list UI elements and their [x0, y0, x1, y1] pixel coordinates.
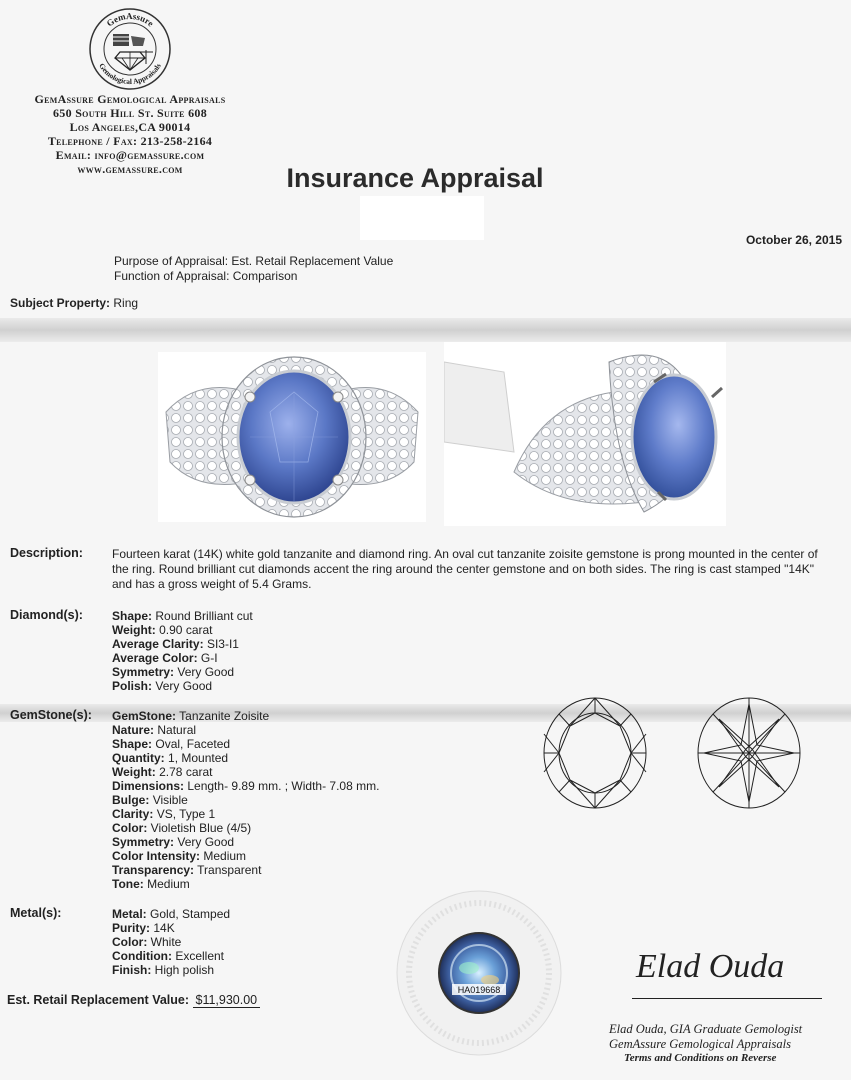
diamond-weight-value: 0.90 carat [159, 623, 213, 637]
gem-weight-key: Weight: [112, 765, 156, 779]
gem-clarity [112, 807, 215, 821]
metals-label: Metal(s): [10, 906, 62, 920]
diamond-weight [112, 623, 213, 637]
metal-color-key: Color: [112, 935, 148, 949]
company-website: www.gemassure.com [77, 162, 183, 176]
gem-shape-key: Shape: [112, 737, 153, 751]
metal-condition-value: Excellent [175, 949, 225, 963]
diamond-shape [112, 609, 253, 623]
metal-finish [112, 963, 214, 977]
purpose-of-appraisal: Purpose of Appraisal: Est. Retail Replacement Value [114, 254, 394, 268]
estimated-value-label: Est. Retail Replacement Value: [7, 993, 190, 1007]
diamond-color-key: Average Color: [112, 651, 198, 665]
ring-photo-front [158, 352, 426, 522]
gem-nature [112, 723, 196, 737]
gem-tone-value: Medium [147, 877, 190, 891]
metal-finish-value: High polish [154, 963, 215, 977]
diamond-clarity-key: Average Clarity: [112, 637, 204, 651]
function-of-appraisal: Function of Appraisal: Comparison [114, 269, 298, 283]
gem-weight [112, 765, 213, 779]
gem-bulge-value: Visible [152, 793, 188, 807]
gem-tone-key: Tone: [112, 877, 144, 891]
gem-shape [112, 737, 230, 751]
gem-quantity-value: 1, Mounted [168, 751, 229, 765]
redacted-box [360, 196, 484, 240]
diamonds-label: Diamond(s): [10, 608, 83, 622]
gem-dimensions-value: Length- 9.89 mm. ; Width- 7.08 mm. [187, 779, 380, 793]
gem-nature-key: Nature: [112, 723, 155, 737]
gemstones-label: GemStone(s): [10, 708, 92, 722]
handwritten-signature: Elad Ouda [636, 948, 785, 985]
estimated-value [7, 993, 260, 1007]
gem-clarity-key: Clarity: [112, 807, 154, 821]
diamond-polish-key: Polish: [112, 679, 153, 693]
metal-type-key: Metal: [112, 907, 147, 921]
company-name: GemAssure Gemological Appraisals [34, 92, 226, 106]
diamond-weight-key: Weight: [112, 623, 156, 637]
signer-name: Elad Ouda, GIA Graduate Gemologist [609, 1022, 803, 1036]
company-address-line2: Los Angeles,CA 90014 [69, 120, 191, 134]
metal-purity [112, 921, 175, 935]
gem-type-key: GemStone: [112, 709, 177, 723]
metal-condition [112, 949, 224, 963]
gem-tone [112, 877, 190, 891]
diamond-shape-value: Round Brilliant cut [155, 609, 253, 623]
gem-color [112, 821, 251, 835]
subject-property-value: Ring [113, 296, 139, 310]
diamond-shape-key: Shape: [112, 609, 153, 623]
diamond-symmetry-key: Symmetry: [112, 665, 175, 679]
company-phone: Telephone / Fax: 213-258-2164 [47, 134, 213, 148]
gem-symmetry [112, 835, 234, 849]
gem-shape-value: Oval, Faceted [155, 737, 231, 751]
metal-type [112, 907, 230, 921]
description-label: Description: [10, 546, 83, 560]
estimated-value-amount: $11,930.00 [193, 993, 261, 1008]
gem-transparency [112, 863, 261, 877]
metal-color [112, 935, 181, 949]
diamond-clarity-value: SI3-I1 [206, 637, 239, 651]
gem-dimensions-key: Dimensions: [112, 779, 185, 793]
company-email: Email: info@gemassure.com [55, 148, 205, 162]
gem-color-value: Violetish Blue (4/5) [150, 821, 252, 835]
gem-clarity-value: VS, Type 1 [156, 807, 216, 821]
gem-symmetry-value: Very Good [177, 835, 235, 849]
gem-quantity-key: Quantity: [112, 751, 165, 765]
metal-purity-value: 14K [153, 921, 175, 935]
appraisal-date: October 26, 2015 [745, 233, 842, 247]
document-title: Insurance Appraisal [286, 163, 544, 193]
diamond-polish [112, 679, 212, 693]
gem-color-intensity-key: Color Intensity: [112, 849, 201, 863]
paper-fold-top [0, 318, 851, 342]
description-text: Fourteen karat (14K) white gold tanzanite and diamond ring. An oval cut tanzanite zoisite gemstone is prong mounted in the center of the ring. Round brilliant cut diamonds accent the ring around the center gemstone and on both sides. The ring is cast stamped "14K" and has a gross weight of 5.4 Grams. [112, 547, 818, 591]
terms-note: Terms and Conditions on Reverse [624, 1052, 777, 1064]
gem-nature-value: Natural [157, 723, 197, 737]
gem-symmetry-key: Symmetry: [112, 835, 175, 849]
hologram-code: HA019668 [457, 985, 501, 995]
diamond-color [112, 651, 218, 665]
gem-pavilion-diagram [694, 694, 804, 812]
logo-ring-top-text: GemAssure [104, 10, 156, 29]
gem-dimensions [112, 779, 379, 793]
gemassure-logo [87, 6, 173, 92]
gem-type-value: Tanzanite Zoisite [179, 709, 270, 723]
logo-ring-bottom-text: Gemological Appraisals [97, 61, 163, 87]
gem-bulge-key: Bulge: [112, 793, 150, 807]
gem-bulge [112, 793, 188, 807]
gem-quantity [112, 751, 228, 765]
metal-type-value: Gold, Stamped [150, 907, 231, 921]
metal-finish-key: Finish: [112, 963, 152, 977]
signature-underline [632, 998, 822, 999]
gem-color-intensity-value: Medium [203, 849, 247, 863]
gem-weight-value: 2.78 carat [159, 765, 213, 779]
diamond-clarity [112, 637, 239, 651]
gem-transparency-key: Transparency: [112, 863, 195, 877]
metal-condition-key: Condition: [112, 949, 172, 963]
gem-color-intensity [112, 849, 246, 863]
metal-purity-key: Purity: [112, 921, 151, 935]
ring-photo-side [444, 342, 726, 526]
hologram-seal [394, 888, 564, 1058]
signer-company: GemAssure Gemological Appraisals [609, 1037, 791, 1051]
gem-transparency-value: Transparent [197, 863, 262, 877]
diamond-symmetry-value: Very Good [177, 665, 235, 679]
subject-property [10, 296, 138, 310]
subject-property-label: Subject Property: [10, 296, 111, 310]
gem-crown-diagram [540, 694, 650, 812]
gem-type [112, 709, 269, 723]
company-address-line1: 650 South Hill St. Suite 608 [53, 106, 207, 120]
diamond-symmetry [112, 665, 234, 679]
diamond-color-value: G-I [200, 651, 218, 665]
diamond-polish-value: Very Good [155, 679, 213, 693]
gem-color-key: Color: [112, 821, 148, 835]
metal-color-value: White [150, 935, 182, 949]
